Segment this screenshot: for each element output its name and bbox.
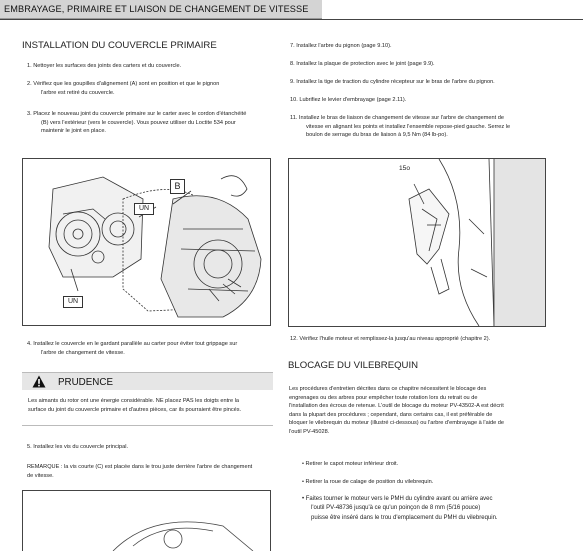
step-7: 7. Installez l'arbre du pignon (page 9.10).: [290, 43, 392, 49]
para-line3: l'installation des écrous de retenue. L'outil de blocage du moteur PV-43502-A est décrit: [289, 403, 504, 410]
caution-text: [28, 397, 273, 414]
bullet-3-line1: • Faites tourner le moteur vers le PMH du cylindre avant ou arrière avec: [302, 496, 493, 502]
step-4-line1: 4. Installez le couvercle en le gardant parallèle au carter pour éviter tout grippage sur: [27, 341, 238, 347]
header-rule: [0, 19, 583, 20]
caution-line2: surface du joint du couvercle primaire et d'autres pièces, car ils pourraient être pincés.: [28, 406, 242, 413]
section-header: EMBRAYAGE, PRIMAIRE ET LIAISON DE CHANGEMENT DE VITESSE: [0, 0, 322, 19]
bullet-3-line3: puisse être inséré dans le trou d'emplacement du PMH du vilebrequin.: [311, 514, 498, 521]
step-1: 1. Nettoyer les surfaces des joints des carters et du couvercle.: [27, 63, 182, 69]
step-2-line1: 2. Vérifiez que les goupilles d'alignement (A) sont en position et que le pignon: [27, 81, 220, 87]
figure-cover-screws: [22, 490, 271, 551]
step-11: [290, 114, 552, 140]
bullet-1: • Retirer le capot moteur inférieur droit.: [302, 461, 399, 467]
step-8: 8. Installez la plaque de protection avec le joint (page 9.9).: [290, 61, 435, 67]
primary-cover-illustration: [23, 159, 270, 325]
step-3: [27, 110, 282, 136]
bullet-3-line2: l'outil PV-48736 jusqu'à ce qu'un poinçon de 8 mm (5/16 pouce): [311, 505, 481, 512]
caution-box: [22, 372, 273, 426]
para-line5: bloquer le vilebrequin du moteur (illustré ci-dessous) ou l'arbre d'embrayage à l'aide de: [289, 420, 504, 427]
figure-label-15o: 15o: [399, 165, 411, 172]
bullet-2: • Retirer la roue de calage de position du vilebrequin.: [302, 479, 434, 485]
para-line6: l'outil PV-45028.: [289, 428, 330, 435]
blocage-paragraph: [289, 385, 551, 437]
bullet-3: [302, 495, 554, 523]
label-un-bottom: UN: [63, 296, 83, 308]
cover-screws-illustration: [23, 491, 270, 551]
heading-installation-couvercle: INSTALLATION DU COUVERCLE PRIMAIRE: [22, 40, 217, 51]
label-b: B: [170, 179, 185, 194]
step-10: 10. Lubrifiez le levier d'embrayage (page 2.11).: [290, 97, 407, 103]
para-line1: Les procédures d'entretien décrites dans ce chapitre nécessitent le blocage des: [289, 386, 487, 392]
caution-title: PRUDENCE: [58, 377, 113, 388]
label-un-top: UN: [134, 203, 154, 215]
step-3-line1: 3. Placez le nouveau joint du couvercle primaire sur le carter avec le cordon d'étanchéité: [27, 111, 247, 117]
step-9: 9. Installez la tige de traction du cylindre récepteur sur le bras de l'arbre du pignon.: [290, 79, 495, 85]
step-4: [27, 340, 282, 357]
para-line4: dans la plupart des procédures ; cependant, dans certains cas, il est préférable de: [289, 411, 493, 418]
heading-blocage-vilebrequin: BLOCAGE DU VILEBREQUIN: [288, 360, 419, 371]
remarque-line2: de vitesse.: [27, 472, 54, 479]
caution-line1: Les aimants du rotor ont une énergie considérable. NE placez PAS les doigts entre la: [28, 398, 240, 404]
figure-primary-cover: [22, 158, 271, 326]
step-4-line2: l'arbre de changement de vitesse.: [41, 349, 125, 356]
step-11-line1: 11. Installez le bras de liaison de changement de vitesse sur l'arbre de changement de: [290, 115, 504, 121]
step-2: [27, 80, 277, 97]
remarque: [27, 463, 282, 480]
figure-shift-linkage: [288, 158, 546, 327]
step-2-line2: l'arbre est retiré du couvercle.: [41, 89, 115, 96]
para-line2: engrenages ou des arbres pour empêcher toute rotation lors du retrait ou de: [289, 394, 478, 401]
step-5: 5. Installez les vis du couvercle principal.: [27, 444, 129, 450]
step-3-line3: maintenir le joint en place.: [41, 128, 106, 135]
warning-triangle-icon: [32, 375, 46, 388]
step-3-line2: (B) vers l'extérieur (vers le couvercle). Vous pouvez utiliser du Loctite 534 pour: [41, 119, 236, 126]
step-11-line2: vitesse en alignant les points et installez l'ensemble repose-pied gauche. Serrez le: [306, 123, 511, 130]
step-12: 12. Vérifiez l'huile moteur et remplissez-la jusqu'au niveau approprié (chapitre 2).: [290, 336, 491, 342]
step-11-line3: boulon de serrage du bras de liaison à 9,5 Nm (84 lb-po).: [306, 132, 448, 139]
shift-linkage-illustration: [289, 159, 545, 326]
remarque-line1: REMARQUE : la vis courte (C) est placée dans le trou juste derrière l'arbre de changement: [27, 464, 253, 470]
